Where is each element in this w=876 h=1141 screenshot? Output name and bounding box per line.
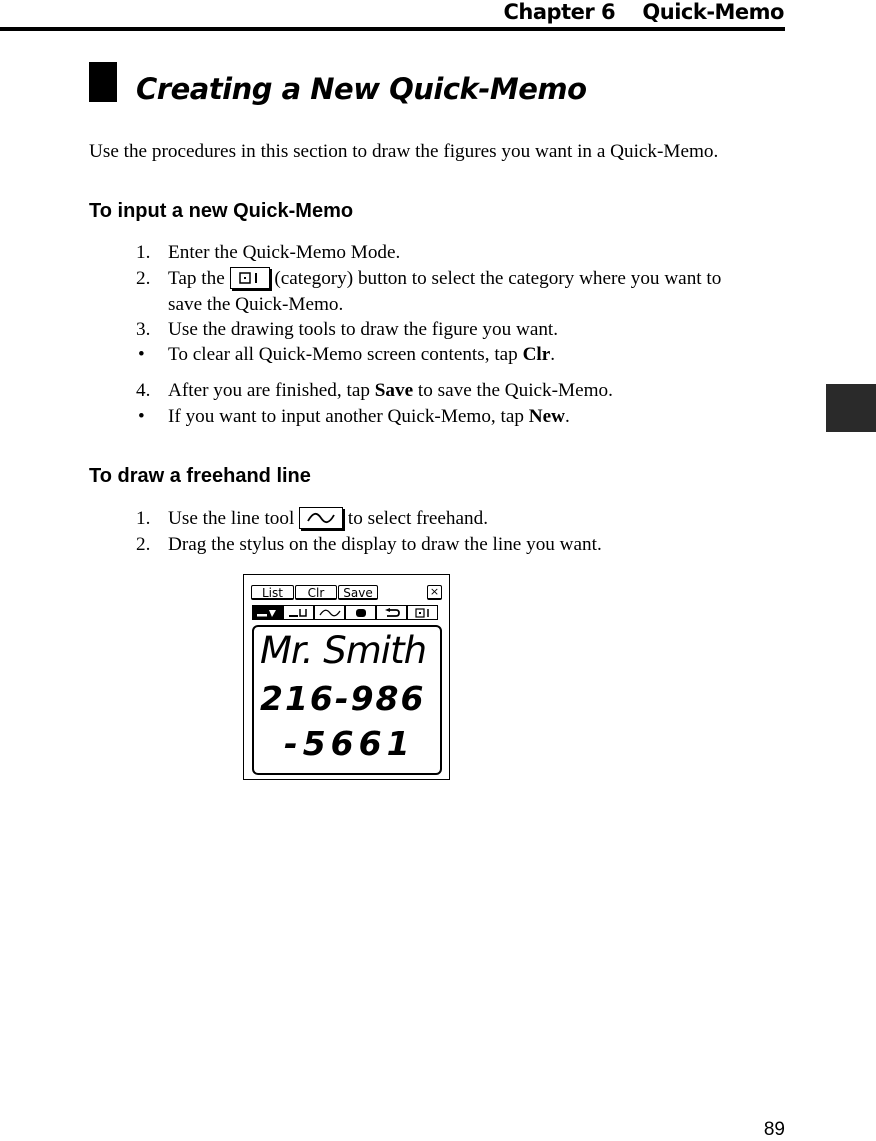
step-text-pre: Tap the: [168, 268, 225, 289]
chapter-thumb-tab: [826, 384, 876, 432]
category-icon: [230, 267, 270, 289]
intro-paragraph: Use the procedures in this section to draw the figures you want in a Quick-Memo.: [89, 141, 719, 162]
freehand-line-tool-icon[interactable]: [314, 605, 345, 620]
new-keyword: New: [528, 406, 565, 427]
step-text-post: to select freehand.: [347, 508, 488, 529]
step-text-pre: Use the line tool: [168, 508, 295, 529]
step-number: 1.: [136, 508, 151, 529]
step-text: Enter the Quick-Memo Mode.: [168, 242, 401, 263]
clr-button[interactable]: Clr: [295, 585, 337, 600]
section-marker: [89, 62, 117, 102]
step-number: 1.: [136, 242, 151, 263]
step-text-post: (category) button to select the category where you want to: [274, 268, 722, 289]
category-tool-icon[interactable]: [407, 605, 438, 620]
page-title: Creating a New Quick-Memo: [136, 72, 587, 106]
memo-line-2: 216-986: [260, 679, 426, 718]
step-number: 3.: [136, 319, 151, 340]
memo-drawing-area[interactable]: [252, 625, 442, 775]
save-keyword: Save: [374, 380, 414, 401]
memo-line-1: Mr. Smith: [260, 629, 427, 672]
undo-tool-icon[interactable]: [376, 605, 407, 620]
step-number: 2.: [136, 268, 151, 289]
drawing-toolbar: [252, 605, 442, 620]
step-text-cont: save the Quick-Memo.: [168, 294, 344, 315]
bullet-text-post: .: [564, 406, 570, 427]
header-section: Quick-Memo: [642, 0, 784, 24]
header-rule: [0, 27, 785, 31]
step-text: Drag the stylus on the display to draw the line you want.: [168, 534, 602, 555]
fill-shape-tool-icon[interactable]: [345, 605, 376, 620]
section-heading-freehand: To draw a freehand line: [89, 465, 311, 487]
pen-tool-icon[interactable]: [252, 605, 283, 620]
close-button[interactable]: ×: [427, 585, 442, 600]
eraser-tool-icon[interactable]: [283, 605, 314, 620]
section-heading-input: To input a new Quick-Memo: [89, 200, 354, 222]
bullet-mark: •: [138, 344, 145, 365]
running-header: [504, 0, 784, 24]
bullet-mark: •: [138, 406, 145, 427]
step-number: 2.: [136, 534, 151, 555]
step-text-post: to save the Quick-Memo.: [413, 380, 613, 401]
step-text: Use the drawing tools to draw the figure you want.: [168, 319, 559, 340]
step-text-pre: After you are finished, tap: [168, 380, 375, 401]
bullet-text-pre: To clear all Quick-Memo screen contents, tap: [168, 344, 523, 365]
page-number: 89: [763, 1119, 785, 1140]
list-button[interactable]: List: [251, 585, 294, 600]
quick-memo-screen: [243, 574, 450, 780]
bullet-text-post: .: [550, 344, 556, 365]
header-chapter: Chapter 6: [503, 0, 616, 24]
freehand-line-icon: [299, 507, 343, 529]
memo-line-3: -5661: [284, 724, 415, 763]
clr-keyword: Clr: [522, 344, 551, 365]
bullet-text-pre: If you want to input another Quick-Memo, tap: [168, 406, 529, 427]
save-button[interactable]: Save: [338, 585, 378, 600]
step-number: 4.: [136, 380, 151, 401]
